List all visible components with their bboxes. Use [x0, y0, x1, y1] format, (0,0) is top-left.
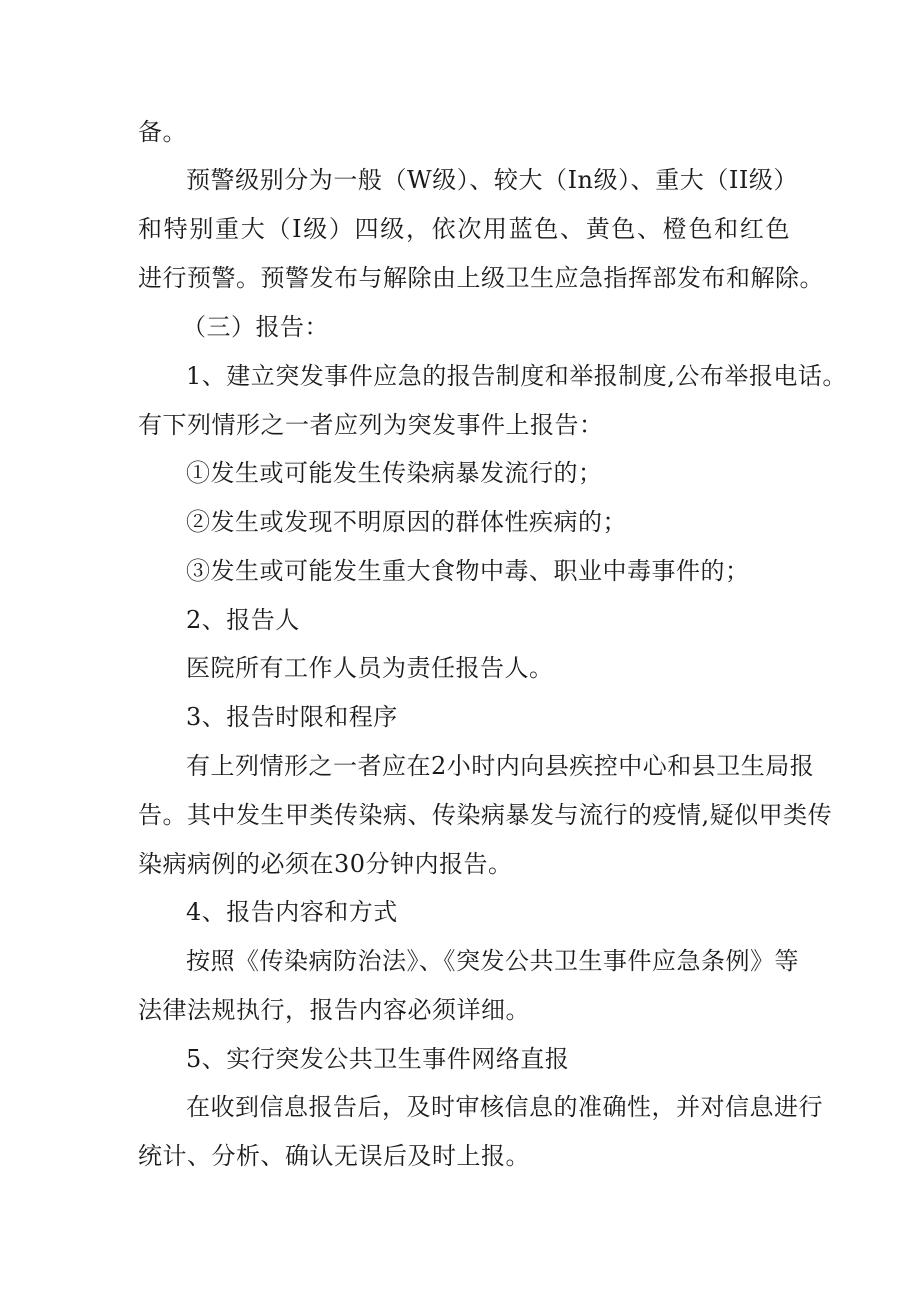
paragraph-line: 法律法规执行，报告内容必须详细。	[138, 996, 530, 1024]
paragraph-line: 预警级别分为一般（W级）、较大（In级）、重大（II级）	[186, 166, 798, 194]
subsection-heading: 5、实行突发公共卫生事件网络直报	[186, 1045, 570, 1073]
paragraph-line: 有上列情形之一者应在2小时内向县疾控中心和县卫生局报	[186, 752, 815, 780]
paragraph-line: 备。	[138, 118, 187, 146]
paragraph-line: 告。其中发生甲类传染病、传染病暴发与流行的疫情,疑似甲类传	[138, 801, 833, 829]
list-item: ③发生或可能发生重大食物中毒、职业中毒事件的；	[186, 557, 750, 585]
paragraph-line: 统计、分析、确认无误后及时上报。	[138, 1142, 530, 1170]
subsection-heading: 3、报告时限和程序	[186, 703, 398, 731]
paragraph-line: 有下列情形之一者应列为突发事件上报告：	[138, 411, 604, 439]
paragraph-line: 按照《传染病防治法》、《突发公共卫生事件应急条例》等	[186, 947, 799, 975]
subsection-heading: 2、报告人	[186, 606, 300, 634]
list-item: ①发生或可能发生传染病暴发流行的；	[186, 459, 603, 487]
paragraph-line: 进行预警。预警发布与解除由上级卫生应急指挥部发布和解除。	[138, 264, 824, 292]
section-heading: （三）报告：	[182, 313, 329, 341]
paragraph-line: 染病病例的必须在30分钟内报告。	[138, 850, 513, 878]
list-item: ②发生或发现不明原因的群体性疾病的；	[186, 508, 627, 536]
paragraph-line: 医院所有工作人员为责任报告人。	[186, 654, 554, 682]
paragraph-line: 1、建立突发事件应急的报告制度和举报制度,公布举报电话。	[186, 362, 847, 390]
paragraph-line: 和特别重大（I级）四级，依次用蓝色、黄色、橙色和红色	[138, 215, 790, 243]
subsection-heading: 4、报告内容和方式	[186, 898, 398, 926]
paragraph-line: 在收到信息报告后，及时审核信息的准确性，并对信息进行	[186, 1093, 823, 1121]
